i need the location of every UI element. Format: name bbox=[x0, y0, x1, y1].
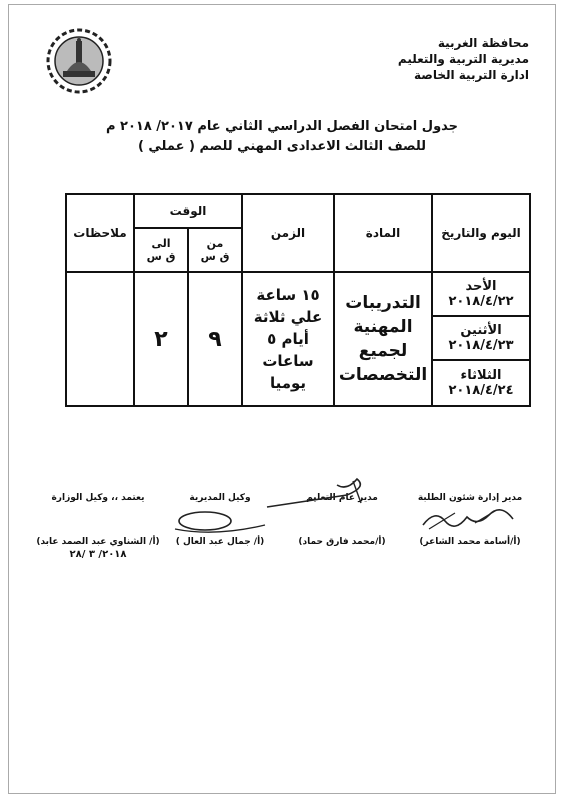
directorate-header bbox=[398, 35, 529, 83]
exam-schedule-table bbox=[65, 193, 531, 407]
title-line-2: للصف الثالث الاعدادى المهني للصم ( عملي ) bbox=[137, 139, 427, 154]
header-subject: المادة bbox=[334, 194, 432, 272]
day-cell-tuesday: الثلاثاء ٢٠١٨/٤/٢٤ bbox=[432, 360, 530, 406]
signatures-row bbox=[36, 493, 535, 563]
ministry-logo-icon bbox=[45, 27, 113, 95]
header-to: الى ق س bbox=[134, 228, 188, 272]
handwritten-signature-icon bbox=[165, 503, 275, 537]
header-time: الوقت bbox=[134, 194, 242, 228]
header-notes: ملاحظات bbox=[66, 194, 134, 272]
signature-student-affairs: مدير إدارة شئون الطلبة (أ/أسامة محمد الشاعر) bbox=[405, 493, 535, 507]
to-time-cell: ٢ bbox=[134, 272, 188, 406]
subject-cell: التدريبات المهنية لجميع التخصصات bbox=[334, 272, 432, 406]
document-page bbox=[8, 4, 556, 794]
title-line-1: جدول امتحان الفصل الدراسي الثاني عام ٢٠١٧/ ٢٠١٨ م bbox=[105, 119, 459, 134]
governorate-label: محافظة الغربية bbox=[437, 36, 529, 50]
day-cell-monday: الأثنين ٢٠١٨/٤/٢٣ bbox=[432, 316, 530, 360]
day-cell-sunday: الأحد ٢٠١٨/٤/٢٢ bbox=[432, 272, 530, 316]
handwritten-signature-icon bbox=[415, 503, 525, 533]
department-label: ادارة التربية الخاصة bbox=[413, 68, 529, 82]
signature-education-director: مدير عام التعليم (أ/محمد فارق حماد) bbox=[277, 493, 407, 507]
from-time-cell: ٩ bbox=[188, 272, 242, 406]
notes-cell bbox=[66, 272, 134, 406]
duration-cell: ١٥ ساعة علي ثلاثة أيام ٥ ساعات يوميا bbox=[242, 272, 334, 406]
exam-title bbox=[49, 117, 515, 157]
directorate-label: مديرية التربية والتعليم bbox=[397, 52, 529, 66]
header-day-date: اليوم والتاريخ bbox=[432, 194, 530, 272]
header-from: من ق س bbox=[188, 228, 242, 272]
header-duration: الزمن bbox=[242, 194, 334, 272]
signature-deputy-directorate: وكيل المديرية (أ/ جمال عبد العال ) bbox=[155, 493, 285, 507]
approval-date: ٢٠١٨/ ٣ /٢٨ bbox=[69, 549, 127, 560]
signature-undersecretary: يعتمد ،، وكيل الوزارة (أ/ الشناوي عبد الصمد عابد) ٢٠١٨/ ٣ /٢٨ bbox=[33, 493, 163, 507]
